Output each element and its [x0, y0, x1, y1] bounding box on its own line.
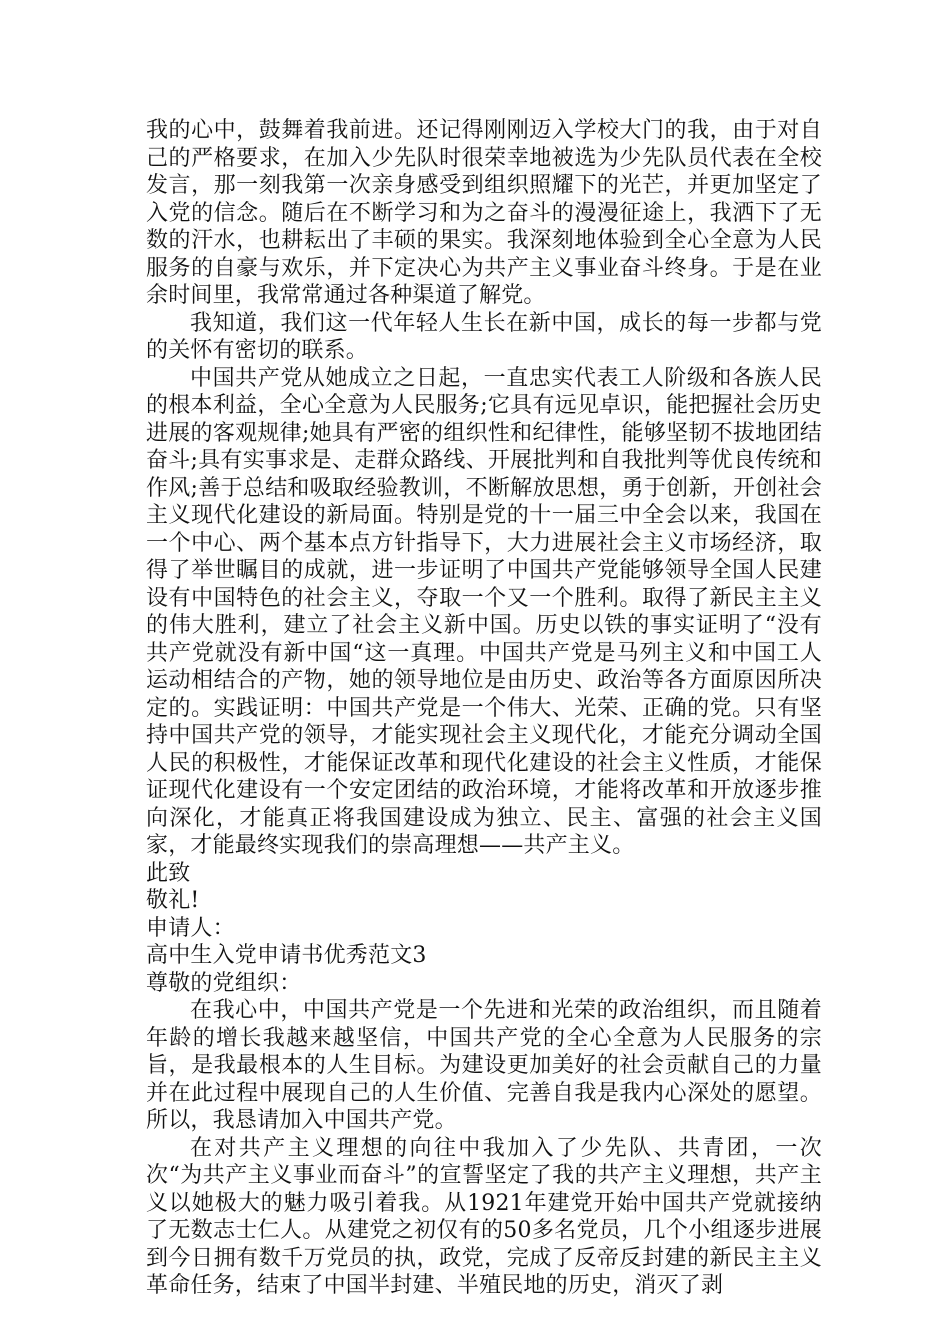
applicant-line: 申请人：: [146, 915, 235, 941]
section-title: 高中生入党申请书优秀范文3: [146, 943, 427, 968]
paragraph-2: 我知道，我们这一代年轻人生长在新中国，成长的每一步都与党的关怀有密切的联系。: [146, 310, 822, 363]
closing-line-2: 敬礼!: [146, 888, 200, 913]
salutation: 尊敬的党组织：: [146, 970, 302, 996]
document-page: [146, 117, 822, 1300]
paragraph-5: 在对共产主义理想的向往中我加入了少先队、共青团，一次次“为共产主义事业而奋斗”的宣誓坚定了我的共产主义理想，共产主义以她极大的魅力吸引着我。从1921年建党开始中国共产党就接纳了无数志士仁人。从建党之初仅有的50多名党员，几个小组逐步进展到今日拥有数千万党员的执，政党，完成了反帝反封建的新民主主义革命任务，结束了中国半封建、半殖民地的历史，消灭了剥: [146, 1135, 822, 1298]
closing-line-1: 此致: [146, 860, 191, 886]
paragraph-1: 我的心中，鼓舞着我前进。还记得刚刚迈入学校大门的我，由于对自己的严格要求，在加入少先队时很荣幸地被选为少先队员代表在全校发言，那一刻我第一次亲身感受到组织照耀下的光芒，并更加坚定了入党的信念。随后在不断学习和为之奋斗的漫漫征途上，我洒下了无数的汗水，也耕耘出了丰硕的果实。我深刻地体验到全心全意为人民服务的自豪与欢乐，并下定决心为共产主义事业奋斗终身。于是在业余时间里，我常常通过各种渠道了解党。: [146, 118, 822, 308]
paragraph-4: 在我心中，中国共产党是一个先进和光荣的政治组织，而且随着年龄的增长我越来越坚信，中国共产党的全心全意为人民服务的宗旨，是我最根本的人生目标。为建设更加美好的社会贡献自己的力量并在此过程中展现自己的人生价值、完善自我是我内心深处的愿望。所以，我恳请加入中国共产党。: [146, 998, 822, 1133]
paragraph-3: 中国共产党从她成立之日起，一直忠实代表工人阶级和各族人民的根本利益，全心全意为人民服务;它具有远见卓识，能把握社会历史进展的客观规律;她具有严密的组织性和纪律性，能够坚韧不拔地团结奋斗;具有实事求是、走群众路线、开展批判和自我批判等优良传统和作风;善于总结和吸取经验教训，不断解放思想，勇于创新，开创社会主义现代化建设的新局面。特别是党的十一届三中全会以来，我国在一个中心、两个基本点方针指导下，大力进展社会主义市场经济，取得了举世瞩目的成就，进一步证明了中国共产党能够领导全国人民建设有中国特色的社会主义，夺取一个又一个胜利。取得了新民主主义的伟大胜利，建立了社会主义新中国。历史以铁的事实证明了“没有共产党就没有新中国“这一真理。中国共产党是马列主义和中国工人运动相结合的产物，她的领导地位是由历史、政治等各方面原因所决定的。实践证明：中国共产党是一个伟大、光荣、正确的党。只有坚持中国共产党的领导，才能实现社会主义现代化，才能充分调动全国人民的积极性，才能保证改革和现代化建设的社会主义性质，才能保证现代化建设有一个安定团结的政治环境，才能将改革和开放逐步推向深化，才能真正将我国建设成为独立、民主、富强的社会主义国家，才能最终实现我们的崇高理想——共产主义。: [146, 365, 822, 858]
